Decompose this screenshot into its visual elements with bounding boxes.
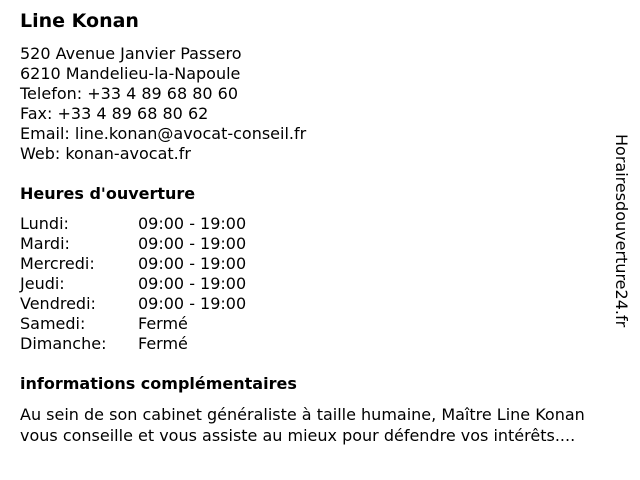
site-watermark: Horairesdouverture24.fr xyxy=(612,134,631,328)
phone-number: Telefon: +33 4 89 68 80 60 xyxy=(20,84,239,103)
hours-table xyxy=(20,214,246,354)
hours-day: Mardi: xyxy=(20,234,70,253)
hours-day: Jeudi: xyxy=(20,274,65,293)
hours-row-wednesday xyxy=(20,254,246,274)
hours-time: 09:00 - 19:00 xyxy=(138,234,247,253)
hours-day: Samedi: xyxy=(20,314,86,333)
hours-row-saturday xyxy=(20,314,246,334)
business-name: Line Konan xyxy=(20,10,139,32)
contact-block xyxy=(20,44,306,164)
hours-row-thursday xyxy=(20,274,246,294)
hours-row-friday xyxy=(20,294,246,314)
info-line: vous conseille et vous assiste au mieux pour défendre vos intérêts.... xyxy=(20,426,576,445)
hours-day: Vendredi: xyxy=(20,294,96,313)
hours-time: 09:00 - 19:00 xyxy=(138,274,247,293)
hours-day: Lundi: xyxy=(20,214,69,233)
hours-row-monday xyxy=(20,214,246,234)
hours-time: 09:00 - 19:00 xyxy=(138,214,247,233)
hours-day: Dimanche: xyxy=(20,334,107,353)
info-description xyxy=(20,404,632,446)
address-street: 520 Avenue Janvier Passero xyxy=(20,44,242,63)
email-address: Email: line.konan@avocat-conseil.fr xyxy=(20,124,307,143)
hours-time: 09:00 - 19:00 xyxy=(138,254,247,273)
hours-time: Fermé xyxy=(138,334,188,353)
address-city: 6210 Mandelieu-la-Napoule xyxy=(20,64,241,83)
info-heading: informations complémentaires xyxy=(20,374,297,393)
hours-time: 09:00 - 19:00 xyxy=(138,294,247,313)
hours-row-sunday xyxy=(20,334,246,354)
website: Web: konan-avocat.fr xyxy=(20,144,191,163)
hours-heading: Heures d'ouverture xyxy=(20,184,196,203)
info-line: Au sein de son cabinet généraliste à taille humaine, Maître Line Konan xyxy=(20,405,585,424)
hours-time: Fermé xyxy=(138,314,188,333)
hours-day: Mercredi: xyxy=(20,254,95,273)
fax-number: Fax: +33 4 89 68 80 62 xyxy=(20,104,209,123)
hours-row-tuesday xyxy=(20,234,246,254)
